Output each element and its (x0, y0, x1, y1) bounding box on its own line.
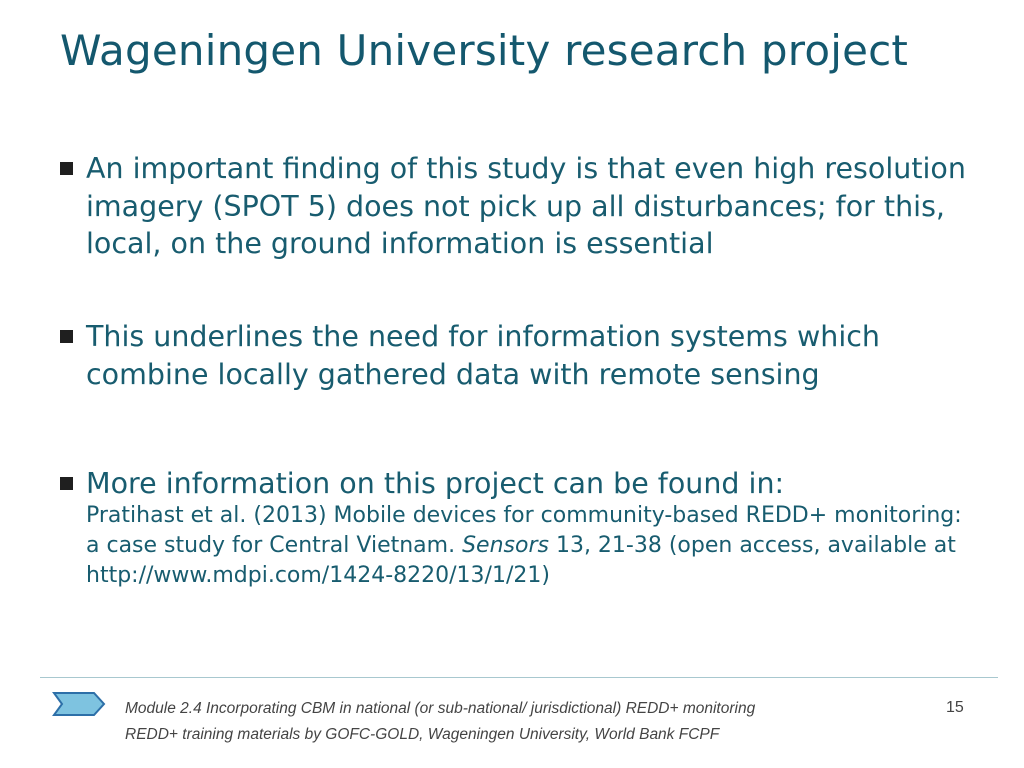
square-bullet-icon (60, 162, 73, 175)
reference-authors-title: Pratihast et al. (2013) Mobile devices for community-based REDD+ monitoring: a case study for Central Vietnam. (86, 503, 962, 558)
footer-credit-line: REDD+ training materials by GOFC-GOLD, Wageningen University, World Bank FCPF (125, 726, 720, 743)
square-bullet-icon (60, 477, 73, 490)
slide-title: Wageningen University research project (60, 26, 909, 75)
bullet-text: This underlines the need for information systems which combine locally gathered data with remote sensing (86, 320, 880, 391)
page-number: 15 (946, 699, 964, 716)
footer-divider (40, 677, 998, 678)
footer-text (125, 696, 755, 748)
square-bullet-icon (60, 330, 73, 343)
bullet-text: More information on this project can be found in: (86, 467, 785, 500)
footer-module-line: Module 2.4 Incorporating CBM in national (or sub-national/ jurisdictional) REDD+ monitoring (125, 700, 756, 717)
bullet-text: An important finding of this study is that even high resolution imagery (SPOT 5) does not pick up all disturbances; for this, local, on the ground information is essential (86, 152, 966, 260)
reference-journal: Sensors (462, 533, 549, 558)
reference-citation (86, 501, 966, 591)
chevron-arrow-icon (52, 691, 106, 717)
reference-details: 13, 21-38 (open access, available at http://www.mdpi.com/1424-8220/13/1/21) (86, 533, 956, 588)
